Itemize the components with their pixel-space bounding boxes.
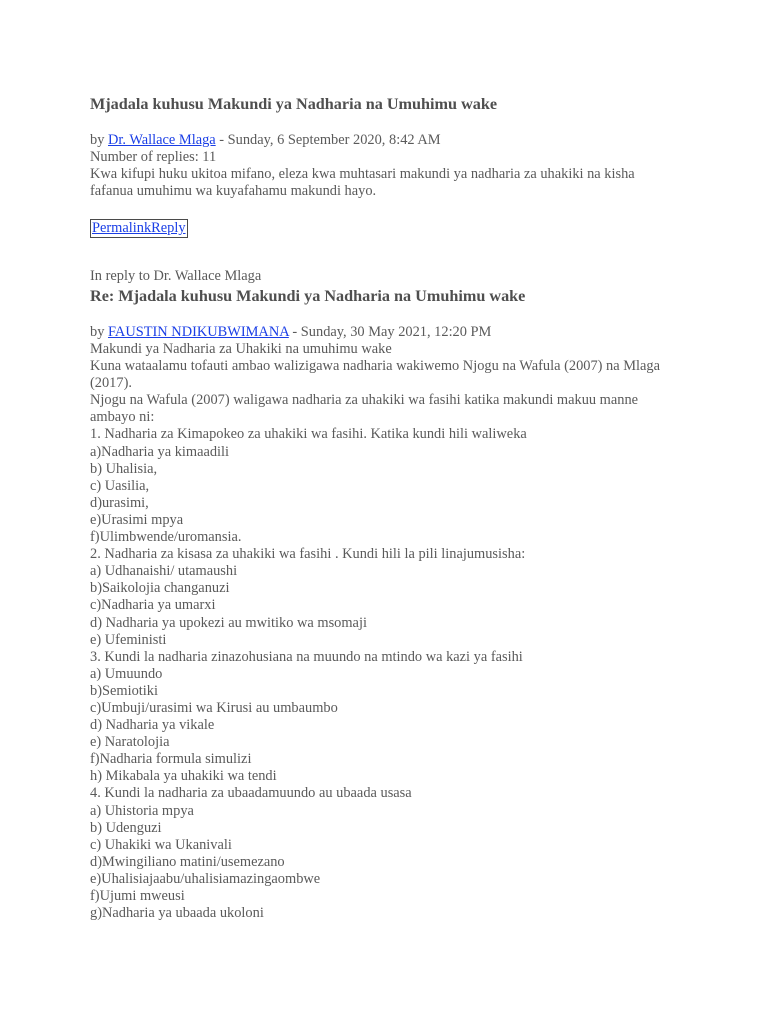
author-link[interactable]: FAUSTIN NDIKUBWIMANA <box>108 324 289 340</box>
list-item: e)Urasimi mpya <box>90 511 184 528</box>
list-item: c)Nadharia ya umarxi <box>90 597 216 614</box>
list-item: e) Ufeministi <box>90 631 167 648</box>
list-item: a) Umuundo <box>90 665 163 682</box>
author-link[interactable]: Dr. Wallace Mlaga <box>108 132 216 148</box>
body-paragraph: Njogu na Wafula (2007) waligawa nadharia za uhakiki wa fasihi katika makundi makuu manne ambayo ni: <box>90 392 639 426</box>
reply-link[interactable]: Reply <box>151 220 186 236</box>
list-item: f)Ujumi mweusi <box>90 888 185 904</box>
list-heading: 2. Nadharia za kisasa za uhakiki wa fasihi . Kundi hili la pili linajumusisha: <box>90 546 526 563</box>
by-label: by <box>90 132 105 148</box>
list-item: c) Uhakiki wa Ukanivali <box>90 836 232 853</box>
by-label: by <box>90 324 105 340</box>
list-item: h) Mikabala ya uhakiki wa tendi <box>90 768 277 785</box>
permalink-link[interactable]: Permalink <box>92 220 152 236</box>
list-item: a)Nadharia ya kimaadili <box>90 443 230 460</box>
list-item: e) Naratolojia <box>90 734 170 751</box>
post-body: Kwa kifupi huku ukitoa mifano, eleza kwa muhtasari makundi ya nadharia za uhakiki na kisha fafanua umuhimu wa kuyafahamu makundi hayo. <box>90 166 635 200</box>
list-item: e)Uhalisiajaabu/uhalisiamazingaombwe <box>90 870 321 887</box>
list-item: c) Uasilia, <box>90 477 150 494</box>
list-heading: 3. Kundi la nadharia zinazohusiana na muundo na mtindo wa kazi ya fasihi <box>90 648 523 665</box>
reply-count: Number of replies: 11 <box>90 149 217 165</box>
list-item: b)Saikolojia changanuzi <box>90 580 230 597</box>
list-item: b) Udenguzi <box>90 819 162 836</box>
reply-post-body <box>90 341 670 922</box>
list-item: a) Udhanaishi/ utamaushi <box>90 563 238 580</box>
list-item: d)urasimi, <box>90 494 149 511</box>
list-item: f)Nadharia formula simulizi <box>90 751 252 768</box>
body-paragraph: Kuna wataalamu tofauti ambao walizigawa nadharia wakiwemo Njogu na Wafula (2007) na Mlaga (2017). <box>90 358 660 392</box>
list-item: a) Uhistoria mpya <box>90 802 194 819</box>
list-heading: 4. Kundi la nadharia za ubaadamuundo au ubaada usasa <box>90 785 412 802</box>
list-item: b)Semiotiki <box>90 682 158 699</box>
post-commands <box>90 219 188 238</box>
in-reply-to: In reply to Dr. Wallace Mlaga <box>90 268 262 284</box>
list-item: g)Nadharia ya ubaada ukoloni <box>90 905 264 922</box>
list-item: c)Umbuji/urasimi wa Kirusi au umbaumbo <box>90 699 338 716</box>
post-date: - Sunday, 6 September 2020, 8:42 AM <box>215 132 441 148</box>
reply-post-meta <box>90 324 491 341</box>
post-meta <box>90 132 441 149</box>
post-title: Mjadala kuhusu Makundi ya Nadharia na Umuhimu wake <box>90 95 498 113</box>
list-item: f)Ulimbwende/uromansia. <box>90 529 242 546</box>
post-date: - Sunday, 30 May 2021, 12:20 PM <box>288 324 492 340</box>
body-line: Makundi ya Nadharia za Uhakiki na umuhimu wake <box>90 341 392 357</box>
list-item: d) Nadharia ya vikale <box>90 717 215 734</box>
list-heading: 1. Nadharia za Kimapokeo za uhakiki wa fasihi. Katika kundi hili waliweka <box>90 426 527 443</box>
list-item: d) Nadharia ya upokezi au mwitiko wa msomaji <box>90 614 367 631</box>
list-item: d)Mwingiliano matini/usemezano <box>90 853 285 870</box>
reply-post-title: Re: Mjadala kuhusu Makundi ya Nadharia na Umuhimu wake <box>90 287 526 305</box>
list-item: b) Uhalisia, <box>90 460 158 477</box>
